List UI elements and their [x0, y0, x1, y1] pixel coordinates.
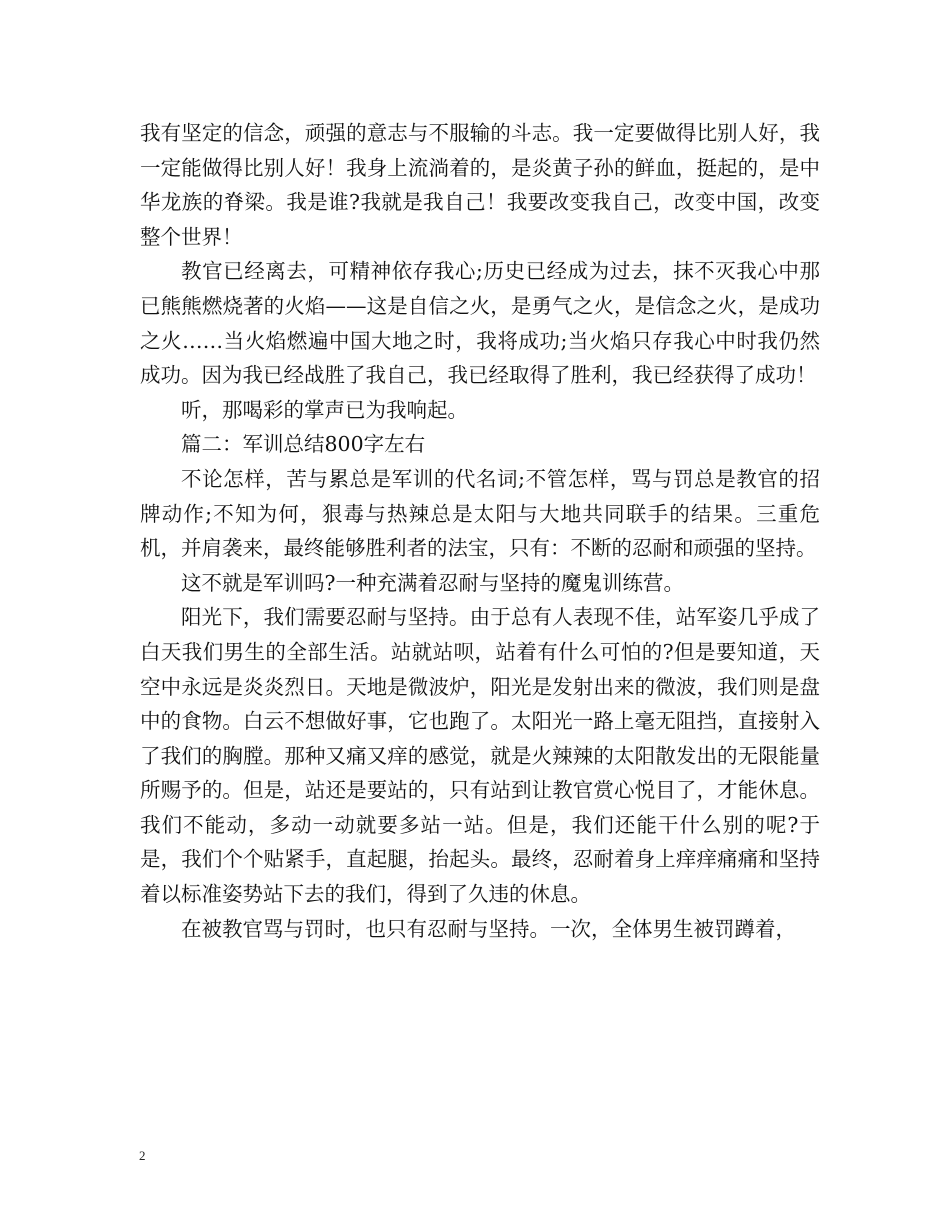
paragraph: 教官已经离去，可精神依存我心;历史已经成为过去，抹不灭我心中那已熊熊燃烧著的火焰——这是自信之火，是勇气之火，是信念之火，是成功之火……当火焰燃遍中国大地之时，我将成功;当火焰只存我心中时我仍然成功。因为我已经战胜了我自己，我已经取得了胜利，我已经获得了成功！ [140, 259, 820, 388]
paragraph: 阳光下，我们需要忍耐与坚持。由于总有人表现不佳，站军姿几乎成了白天我们男生的全部生活。站就站呗，站着有什么可怕的?但是要知道，天空中永远是炎炎烈日。天地是微波炉，阳光是发射出来的微波，我们则是盘中的食物。白云不想做好事，它也跑了。太阳光一路上毫无阻挡，直接射入了我们的胸膛。那种又痛又痒的感觉，就是火辣辣的太阳散发出的无限能量所赐予的。但是，站还是要站的，只有站到让教官赏心悦目了，才能休息。我们不能动，多动一动就要多站一站。但是，我们还能干什么别的呢?于是，我们个个贴紧手，直起腿，抬起头。最终，忍耐着身上痒痒痛痛和坚持着以标准姿势站下去的我们，得到了久违的休息。 [140, 605, 820, 907]
section-heading: 篇二：军训总结800字左右 [181, 432, 426, 457]
paragraph: 不论怎样，苦与累总是军训的代名词;不管怎样，骂与罚总是教官的招牌动作;不知为何，狠毒与热辣总是太阳与大地共同联手的结果。三重危机，并肩袭来，最终能够胜利者的法宝，只有：不断的忍耐和顽强的坚持。 [140, 466, 820, 561]
paragraph: 在被教官骂与罚时，也只有忍耐与坚持。一次，全体男生被罚蹲着， [181, 916, 796, 941]
paragraph: 听，那喝彩的掌声已为我响起。 [181, 397, 468, 422]
document-body [140, 116, 820, 946]
paragraph: 这不就是军训吗?一种充满着忍耐与坚持的魔鬼训练营。 [181, 570, 684, 595]
paragraph-continued: 我有坚定的信念，顽强的意志与不服输的斗志。我一定要做得比别人好，我一定能做得比别人好！我身上流淌着的，是炎黄子孙的鲜血，挺起的，是中华龙族的脊梁。我是谁?我就是我自己！我要改变我自己，改变中国，改变整个世界！ [140, 121, 820, 249]
page-number: 2 [139, 1148, 146, 1163]
